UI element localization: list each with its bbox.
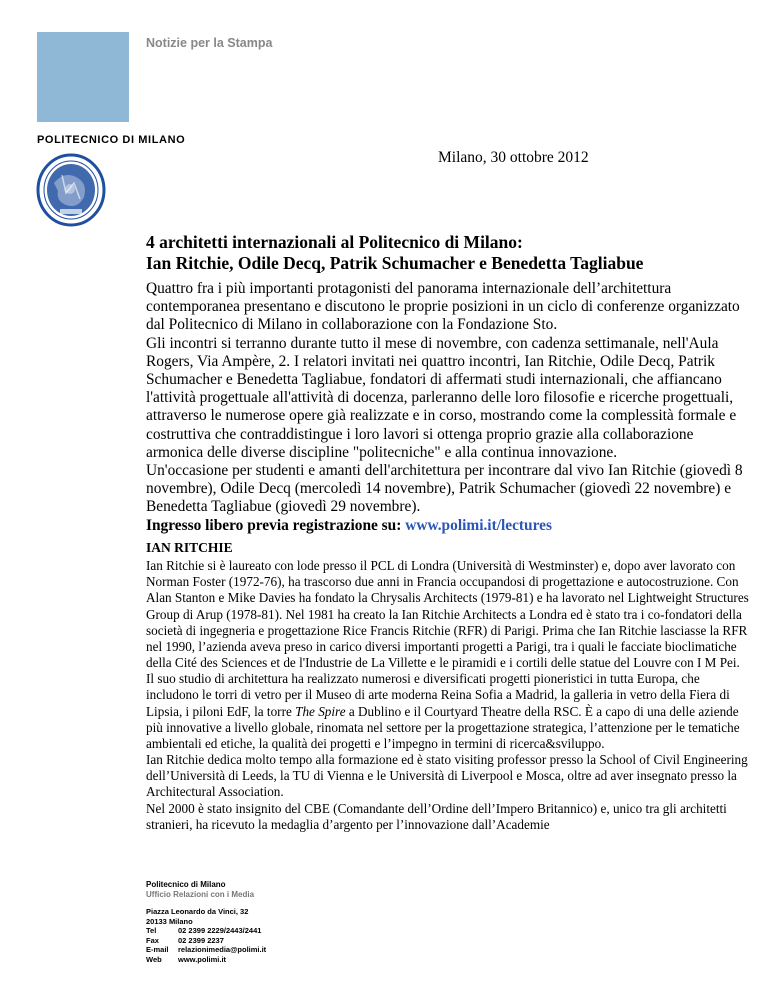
press-release-label: Notizie per la Stampa (146, 36, 273, 50)
intro-section (146, 280, 746, 535)
politecnico-seal-logo (36, 153, 106, 227)
footer-address-line-2: 20133 Milano (146, 916, 193, 926)
contact-value: www.polimi.it (178, 954, 227, 964)
contact-key: Web (146, 954, 162, 964)
registration-text: Ingresso libero previa registrazione su: (146, 516, 402, 534)
contact-key: Fax (146, 935, 159, 945)
contact-key: E-mail (146, 945, 169, 954)
contact-row-web (146, 955, 266, 965)
organization-name: POLITECNICO DI MILANO (37, 134, 186, 146)
contact-value: relazionimedia@polimi.it (178, 945, 267, 954)
bio-paragraph-2 (146, 671, 751, 752)
intro-paragraph-3: Un'occasione per studenti e amanti dell'architettura per incontrare dal vivo Ian Ritchie (giovedì 8 novembre), Odile Decq (mercoledì 14 novembre), Patrik Schumacher (giovedì 22 novembre) e Benedetta Tagliabue (giovedì 29 novembre). (146, 462, 743, 516)
footer-department: Ufficio Relazioni con i Media (146, 889, 255, 899)
the-spire-title: The Spire (295, 703, 346, 719)
bio-paragraph-3: Ian Ritchie dedica molto tempo alla formazione ed è stato visiting professor presso la School of Civil Engineering dell’Università di Leeds, la TU di Vienna e le Università di Liverpool e Mosca, oltre ad aver insegnato presso la Architectural Association. (146, 752, 748, 800)
bio-section (146, 540, 751, 833)
bio-paragraph-2-start: Il suo studio di architettura ha realizzato numerosi e diversificati progetti pioneristici in tutta Europa, che includono le torri di vetro per il Museo di arte moderna Reina Sofia a Madrid, la galleria in vetro della Fiera di Lipsia, i piloni EdF, la torre (146, 671, 730, 719)
contact-row-fax (146, 936, 266, 946)
bio-paragraph-1: Ian Ritchie si è laureato con lode presso il PCL di Londra (Università di Westminster) e, dopo aver lavorato con Norman Foster (1972-76), ha trascorso due anni in Francia occupandosi di progettazione e autocostruzione. Con Alan Stanton e Mike Davies ha fondato la Chrysalis Architects (1979-81) e ha lavorato nel Lightweight Structures Group di Arup (1978-81). Nel 1981 ha creato la Ian Ritchie Architects a Londra ed è stato tra i co-fondatori della società di ingegneria e progettazione Rice Francis Ritchie (RFR) di Parigi. Prima che Ian Ritchie lasciasse la RFR nel 1990, l’azienda aveva preso in carico diversi importanti progetti a Parigi, tra i quali le facciate bioclimatiche della Cité des Sciences et de l'Industrie de La Villette e le piramidi e i cortili delle statue del Louvre con I M Pei. (146, 558, 749, 671)
contact-row-email (146, 945, 266, 955)
title-line-1: 4 architetti internazionali al Politecnico di Milano: (146, 232, 523, 252)
registration-line (146, 517, 746, 535)
intro-paragraph-1: Quattro fra i più importanti protagonisti del panorama internazionale dell’architettura contemporanea presentano e discutono le proprie posizioni in un ciclo di conferenze organizzato dal Politecnico di Milano in collaborazione con la Fondazione Sto. (146, 280, 740, 334)
contact-key: Tel (146, 926, 157, 935)
bio-paragraph-4: Nel 2000 è stato insignito del CBE (Comandante dell’Ordine dell’Impero Britannico) e, unico tra gli architetti stranieri, ha ricevuto la medaglia d’argento per l’innovazione dall’Academie (146, 800, 727, 832)
brand-color-block (37, 32, 129, 122)
release-date: Milano, 30 ottobre 2012 (438, 149, 589, 166)
press-release-title (146, 232, 746, 274)
registration-link[interactable]: www.polimi.it/lectures (405, 516, 552, 534)
footer-contacts (146, 880, 266, 964)
intro-paragraph-2: Gli incontri si terranno durante tutto il mese di novembre, con cadenza settimanale, nell'Aula Rogers, Via Ampère, 2. I relatori invitati nei quattro incontri, Ian Ritchie, Odile Decq, Patrik Schumacher e Benedetta Tagliabue, fondatori di affermati studi internazionali, che affiancano l'attività progettuale all'attività di docenza, parleranno delle loro filosofie e ricerche progettuali, attraverso le numerose opere già realizzate e in corso, mostrando come la complessità formale e costruttiva che contraddistingue i loro lavori si ottenga proprio grazie alla collaborazione armonica delle diverse discipline "politecniche" e alla continua innovazione. (146, 334, 737, 461)
footer-org-name: Politecnico di Milano (146, 880, 226, 889)
contact-value: 02 2399 2229/2443/2441 (178, 926, 262, 935)
footer-address-line-1: Piazza Leonardo da Vinci, 32 (146, 907, 249, 916)
bio-paragraph-2-end: a Dublino e il Courtyard Theatre della RSC. È a capo di una delle aziende più innovative a livello globale, rinomata nel settore per la progettazione strategica, l’attenzione per le tematiche ambientali ed etiche, la qualità dei progetti e l’impegno in termini di ricerca&sviluppo. (146, 703, 740, 751)
bio-heading: IAN RITCHIE (146, 540, 233, 555)
contact-value: 02 2399 2237 (178, 935, 224, 945)
contact-row-tel (146, 926, 266, 936)
title-line-2: Ian Ritchie, Odile Decq, Patrik Schumacher e Benedetta Tagliabue (146, 253, 644, 273)
